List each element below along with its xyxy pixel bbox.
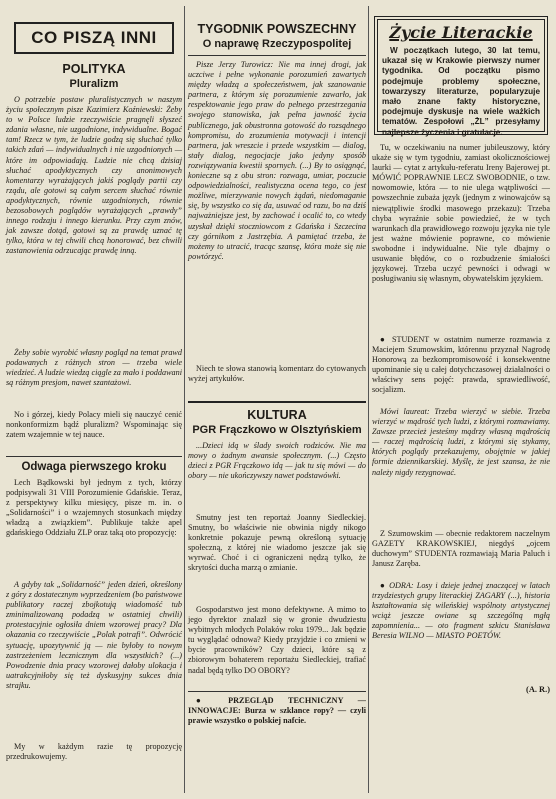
box-text: W początkach lutego, 30 lat temu, ukazał się w Krakowie pierwszy numer tygodnika. Od początku pismo podejmuje problemy społeczne, towarzyszy literaturze, popularyzuje mało znane fakty historyczne, podejmuje dyskusje na wiele ważkich tematów. Zespołowi „ŻL” przesyłamy najlepsze życzenia i gratulacje. bbox=[382, 46, 540, 137]
divider bbox=[188, 55, 366, 56]
article-paragraph: Z Szumowskim — obecnie redaktorem naczelnym GAZETY KRAKOWSKIEJ, niegdyś „ojcem duchowym” STUDENTA rozmawiają Maria Paluch i Janusz Zaręba. bbox=[372, 529, 550, 569]
article-paragraph: ● ODRA: Losy i dzieje jednej znaczącej w latach trzydziestych grupy literackiej ZAGARY (...), historia kształtowania się wileńskiej wspólnoty artystycznej wciąż jeszcze owiane są szczególną mgłą zapomnienia... — oto fragment szkicu Stanisława Beresia WILNO — MIASTO POETÓW. bbox=[372, 581, 550, 641]
article-paragraph: No i górzej, kiedy Polacy mieli się nauczyć cenić nonkonformizm bądź pluralizm? Wspominając się zatem wzajemnie w tej nauce. bbox=[6, 410, 182, 440]
divider bbox=[6, 456, 182, 457]
article-paragraph: Lech Bądkowski był jednym z tych, którzy podpisywali 31 VIII Porozumienie Gdańskie. Teraz, z perspektywy kilku miesięcy, pisze m. in. o „Solidarności” i o wzajemnych stosunkach między władzą a związkiem”. Publikuje także apel gdańskiego Oddziału ZLP oraz taką oto propozycję: bbox=[6, 478, 182, 538]
signature: (A. R.) bbox=[526, 685, 550, 694]
article-paragraph: ● STUDENT w ostatnim numerze rozmawia z Maciejem Szumowskim, którennu przyznał Nagrodę Honorową za bezkompromisowość i konsekwentne upominanie się u całej dotychczasowej działalności o właściwy sens pojęć: prawda, sprawiedliwość, socjalizm. bbox=[372, 335, 550, 395]
article-paragraph: My w każdym razie tę propozycję przedrukowujemy. bbox=[6, 742, 182, 762]
article-paragraph: A gdyby tak „Solidarność” jeden dzień, określony z góry z dostatecznym wyprzedzeniem (bo państwowe publikatory raczej zbojkotują wiadomość tub zminimalizowaną podadzą w ostatniej chwili) protestacyjnie ogłosiła dniem wzorowej pracy? Dla okazania co rzeczywiście „Polak potrafi”. Odwrócić sytuację, upozytywnić ją — nie byłoby to nowym zastrzeżeniem lecznicznym dla wszystkich? (...) Powodzenie dnia pracy wzorowej dałoby ulokacja i uatrakcyjniłoby się też dyskusyjny sukces dnia strajku. bbox=[6, 580, 182, 690]
article-paragraph: ...Dzieci idą w ślady swoich rodziców. Nie ma mowy o żadnym awansie społecznym. (...) Często dzieci z PGR Frączkowo idą — jak tu się mówi — do obory — nie ukończywszy nawet podstawówki. bbox=[188, 441, 366, 481]
publication-name: POLITYKA bbox=[62, 62, 126, 76]
column-3 bbox=[372, 0, 550, 694]
article-paragraph: ● PRZEGLĄD TECHNICZNY — INNOWACJE: Burza w szklance ropy? — czyli prawie wszystko o polskiej nafcie. bbox=[188, 696, 366, 726]
article-paragraph: Mówi laureat: Trzeba wierzyć w siebie. Trzeba wierzyć w mądrość tych ludzi, z którymi rozmawiamy. Zawsze przecież jesteśmy mądrzy własną mądrością — raczej mądrością ludzi, z którymi się stykamy, których poglądy przekazujemy, obojętnie w jakiej formie dziennikarskiej. Myślę, że jest szansa, że nie należy nigdy rezygnować. bbox=[372, 407, 550, 477]
article-title: Pluralizm bbox=[69, 78, 119, 90]
publication-name: TYGODNIK POWSZECHNY bbox=[197, 22, 357, 36]
article-paragraph: Niech te słowa stanowią komentarz do cytowanych wyżej artykułów. bbox=[188, 364, 366, 384]
column-1 bbox=[6, 0, 182, 764]
column-2 bbox=[188, 0, 366, 728]
jubilee-box bbox=[374, 16, 548, 135]
article-title: PGR Frączkowo w Olsztyńskiem bbox=[192, 424, 362, 436]
zycie-literackie-logo: Życie Literackie bbox=[389, 23, 533, 42]
article-title: Odwaga pierwszego kroku bbox=[21, 461, 167, 473]
column-rule bbox=[184, 6, 185, 793]
divider bbox=[188, 691, 366, 692]
article-paragraph: Pisze Jerzy Turowicz: Nie ma innej drogi, jak uczciwe i pełne wykonanie porozumień zawartych między władzą a społeczeństwem, jak szanowanie partnera, z którym się porozumienie zawarło, jak respektowanie jego praw do pełnego przestrzegania swojego stanowiska, jak pełna jawność życia publicznego, jak obustronna gotowość do rozsądnego kompromisu, do zrozumienia motywacji i intencji partnera, jak wreszcie i przede wszystkim — dialog, stały dialog, negocjacje jako jedyny sposób rozwiązywania kwestii spornych. (...) By to osiągnąć, konieczne są z obu stron: rozwaga, umiar, poczucie odpowiedzialności, realistyczna ocena tego, co jest możliwe, mierzywanie nowych żądań, niedomaganie się, by wszystko co się da, usuwać od razu, bo na dziś najważniejsze jest, by zachować i ocalić to, co wtedy uzyskał dzięki stoczniowcom z Gdańska i Szczecina czy górnikom z Jastrzębia. A pamiętać trzeba, że możemy to utracić, tracąc szansę, która może się nie powtórzyć. bbox=[188, 60, 366, 261]
column-rule bbox=[368, 6, 369, 793]
article-paragraph: Gospodarstwo jest mono defektywne. A mimo to jego dyrektor znalazł się w gronie dwudziestu wybitnych młodych Polaków roku 1979... Jak będzie tu wyglądać odnowa? Kiedy przyjdzie i co zmieni w bycie pracowników? Czy dzieci, które są z zbiorowym bohaterem reportażu Siedleckiej, trafiać nadal będą tylko DO OBORY? bbox=[188, 605, 366, 675]
article-paragraph: Żeby sobie wyrobić własny pogląd na temat prawd podawanych z różnych stron — trzeba wiele wiedzieć. A ludzie wiedzą ciągle za mało i poddawani są różnym presjom, nawet szantażowi. bbox=[6, 348, 182, 388]
article-paragraph: O potrzebie postaw pluralistycznych w naszym życiu społecznym pisze Kazimierz Koźniewski: Żeby to w Polsce ludzie rzeczywiście pragnęli słyszeć zdania własne, nie uzgodnione, indywidualne. Bogać tam! Rzecz w tym, że ludzie godzą się słuchać tylko takich zdań — indywidualnych i nie uzgodnionych — które im odpowiadają. Ludzie nie chcą dzisiaj słuchać apodyktycznych czy anonimowych komentarzy wyrażających jakiś poglądy partii czy rządu, ale gotowi są całym sercem słuchać równie apodyktycznych, równie uzgodnionych, równie bezosobowych poglądów wyrażających „prawdy” innego rodzaju i innego kierunku. Przy czym znów, jak zawsze dotąd, gotowi są za prawdę uznać tę tylko, która w tej chwili chcą honorować, bez chwili zastanowienia odrzucając prawdę inną. bbox=[6, 95, 182, 256]
masthead: CO PISZĄ INNI bbox=[14, 22, 174, 54]
article-title: O naprawę Rzeczypospolitej bbox=[202, 38, 352, 50]
divider bbox=[188, 401, 366, 403]
publication-name: KULTURA bbox=[247, 408, 307, 422]
article-paragraph: Smutny jest ten reportaż Joanny Siedleckiej. Smutny, bo właściwie nie obwinia nigdy nikogo konkretnie pokazuje pewną określoną sytuację społeczną, z której nie wiadomo jeszcze jak się wyrwać. Choć i ci ograniczeni nędzą tylko, że skrytości ducha marzą o zmianie. bbox=[188, 513, 366, 573]
article-paragraph: Tu, w oczekiwaniu na numer jubileuszowy, który ukaże się w tym tygodniu, zamiast okolicznościowej laurki — cytat z artykułu-referatu Ireny Bajerowej pt. MÓWIĆ POPRAWNIE LECZ SWOBODNIE, o tzw. nowomowie, która — to nie ulega wątpliwości — powszechnie zubaża język (jednym z winowajców są niewątpliwie środki masowego przekazu): Trzeba chyba wyraźnie sobie powiedzieć, że w tych warunkach dla prawidłowego rozwoju języka nie tyle jest ważne mówienie poprawne, co mówienie swobodne i indywidualne. Nie tyle dbajmy o usuwanie błędów, co o rozbudzenie śmiałości językowej. Trzeba uczyć pewności i odwagi w posługiwaniu się własnym, obywatelskim językiem. bbox=[372, 143, 550, 284]
